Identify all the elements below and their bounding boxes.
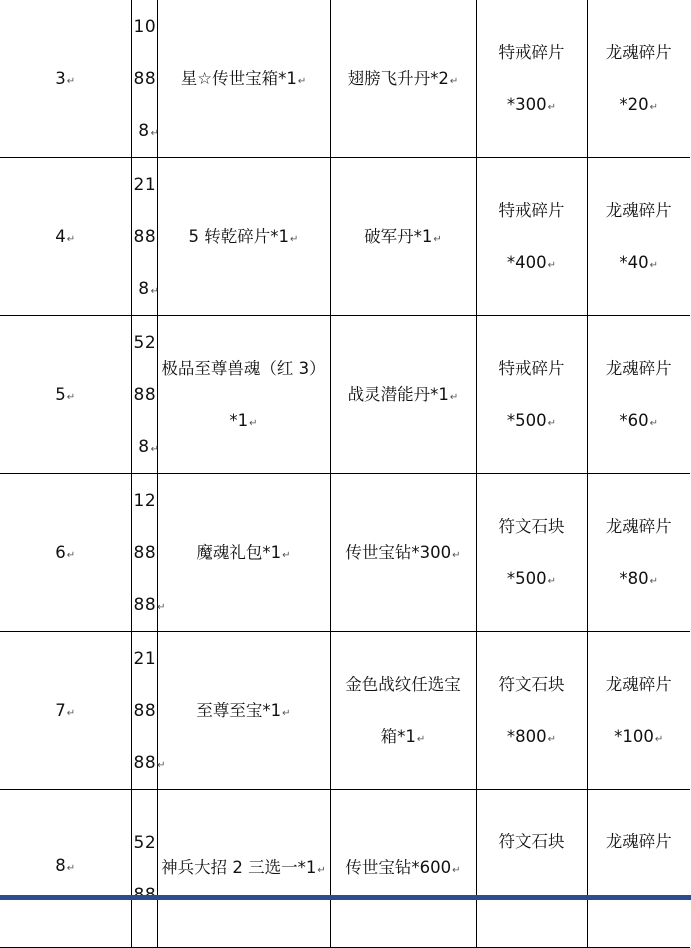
- reward2-text: 金色战纹任选宝: [345, 674, 461, 694]
- table-row: [0, 158, 690, 316]
- paragraph-mark: ↵: [452, 865, 461, 876]
- paragraph-mark: ↵: [654, 733, 664, 745]
- reward4-text: *60: [619, 410, 649, 430]
- reward1-cell: [157, 790, 330, 948]
- paragraph-mark: ↵: [649, 417, 659, 429]
- paragraph-mark: ↵: [547, 259, 557, 271]
- paragraph-mark: ↵: [290, 233, 299, 245]
- paragraph-mark: ↵: [547, 575, 557, 587]
- table-row: [0, 316, 690, 474]
- reward3-text: *400: [506, 252, 547, 272]
- row-index-cell: [0, 474, 131, 632]
- reward1-cell: [157, 632, 330, 790]
- reward3-text: 符文石块: [498, 674, 565, 694]
- reward4-cell: [587, 474, 690, 632]
- paragraph-mark: ↵: [157, 601, 167, 613]
- reward3-cell: [476, 474, 587, 632]
- price-digit: 52: [133, 832, 157, 853]
- paragraph-mark: ↵: [66, 708, 76, 719]
- reward1-cell: [157, 158, 330, 316]
- paragraph-mark: ↵: [66, 234, 76, 245]
- price-digit: 88: [133, 384, 157, 405]
- reward2-cell: [330, 316, 476, 474]
- paragraph-mark: ↵: [150, 127, 160, 139]
- window-bottom-border: [0, 895, 691, 900]
- reward4-text: 龙魂碎片: [605, 200, 672, 220]
- price-digit: 12: [133, 490, 157, 511]
- reward3-cell: [476, 790, 587, 948]
- reward4-text: 龙魂碎片: [605, 674, 672, 694]
- price-digit: 88: [133, 594, 157, 615]
- table-row: [0, 0, 690, 158]
- reward2-cell: [330, 158, 476, 316]
- price-cell: [131, 474, 167, 632]
- paragraph-mark: ↵: [433, 233, 442, 245]
- table-row: [0, 632, 690, 790]
- paragraph-mark: ↵: [452, 549, 461, 561]
- paragraph-mark: ↵: [547, 101, 557, 113]
- table-row: [0, 474, 690, 632]
- paragraph-mark: ↵: [449, 391, 459, 403]
- reward4-text: *100: [614, 726, 654, 746]
- reward3-text: *800: [506, 726, 547, 746]
- reward2-text: 传世宝钻*300: [345, 542, 452, 562]
- reward3-cell: [476, 0, 587, 158]
- paragraph-mark: ↵: [547, 417, 557, 429]
- row-index-cell: [0, 0, 131, 158]
- row-index: 7: [55, 701, 66, 720]
- reward4-text: 龙魂碎片: [605, 358, 672, 378]
- price-digit: 88: [133, 226, 157, 247]
- price-cell: [131, 632, 167, 790]
- reward2-cell: [330, 632, 476, 790]
- paragraph-mark: ↵: [150, 443, 160, 455]
- reward2-text: 破军丹*1: [364, 226, 433, 246]
- reward3-text: *500: [506, 410, 547, 430]
- row-index-cell: [0, 790, 131, 948]
- reward1-cell: [157, 0, 330, 158]
- paragraph-mark: ↵: [297, 75, 307, 87]
- price-digit: 88: [133, 700, 157, 721]
- reward4-cell: [587, 0, 690, 158]
- paragraph-mark: ↵: [547, 733, 557, 745]
- price-cell: [131, 316, 160, 474]
- reward2-text: 箱*1: [380, 726, 416, 746]
- reward1-text: 魔魂礼包*1: [196, 542, 282, 562]
- paragraph-mark: ↵: [282, 707, 291, 719]
- reward4-cell: [587, 632, 690, 790]
- reward1-text: 极品至尊兽魂（红 3）: [161, 358, 326, 378]
- reward4-cell: [587, 316, 690, 474]
- price-digit: 8: [138, 120, 150, 141]
- reward2-text: 翅膀飞升丹*2: [347, 68, 449, 88]
- reward4-text: *80: [619, 568, 649, 588]
- paragraph-mark: ↵: [66, 76, 76, 87]
- row-index-cell: [0, 158, 131, 316]
- reward1-cell: [157, 316, 330, 474]
- reward4-text: 龙魂碎片: [605, 516, 672, 536]
- reward4-text: *20: [619, 94, 649, 114]
- reward3-cell: [476, 158, 587, 316]
- reward2-text: 战灵潜能丹*1: [347, 384, 449, 404]
- table-row: [0, 790, 690, 948]
- row-index: 4: [55, 227, 66, 246]
- row-index-cell: [0, 316, 131, 474]
- price-digit: 8: [138, 278, 150, 299]
- paragraph-mark: ↵: [449, 75, 459, 87]
- price-digit: 88: [133, 542, 157, 563]
- row-index: 8: [55, 856, 66, 875]
- paragraph-mark: ↵: [249, 417, 258, 429]
- reward2-cell: [330, 0, 476, 158]
- reward2-cell: [330, 474, 476, 632]
- reward3-text: *300: [506, 94, 547, 114]
- paragraph-mark: ↵: [282, 549, 291, 561]
- row-index: 6: [55, 543, 66, 562]
- reward1-text: *1: [229, 410, 249, 430]
- paragraph-mark: ↵: [317, 865, 326, 876]
- reward4-cell: [587, 790, 690, 948]
- paragraph-mark: ↵: [66, 863, 76, 874]
- reward1-cell: [157, 474, 330, 632]
- price-cell: [131, 158, 160, 316]
- reward3-text: *500: [506, 568, 547, 588]
- price-digit: 21: [133, 174, 157, 195]
- paragraph-mark: ↵: [649, 101, 659, 113]
- reward3-text: 特戒碎片: [498, 42, 565, 62]
- reward2-cell: [330, 790, 476, 948]
- paragraph-mark: ↵: [416, 733, 426, 745]
- price-digit: 21: [133, 648, 157, 669]
- reward3-cell: [476, 316, 587, 474]
- reward3-text: 符文石块: [498, 832, 565, 851]
- reward1-text: 5 转乾碎片*1: [188, 226, 290, 246]
- paragraph-mark: ↵: [66, 392, 76, 403]
- reward1-text: 星☆传世宝箱*1: [180, 68, 297, 88]
- reward3-text: 符文石块: [498, 516, 565, 536]
- reward4-text: 龙魂碎片: [605, 832, 672, 851]
- paragraph-mark: ↵: [66, 550, 76, 561]
- price-digit: 10: [133, 16, 157, 37]
- paragraph-mark: ↵: [150, 285, 160, 297]
- reward3-text: 特戒碎片: [498, 200, 565, 220]
- reward1-text: 至尊至宝*1: [196, 700, 282, 720]
- paragraph-mark: ↵: [649, 259, 659, 271]
- reward2-text: 传世宝钻*600: [345, 858, 452, 877]
- price-digit: 8: [138, 436, 150, 457]
- paragraph-mark: ↵: [649, 575, 659, 587]
- reward4-text: *40: [619, 252, 649, 272]
- price-digit: 52: [133, 332, 157, 353]
- price-digit: 88: [133, 752, 157, 773]
- paragraph-mark: ↵: [157, 759, 167, 771]
- reward4-text: 龙魂碎片: [605, 42, 672, 62]
- reward3-text: 特戒碎片: [498, 358, 565, 378]
- row-index: 5: [55, 385, 66, 404]
- reward1-text: 神兵大招 2 三选一*1: [161, 858, 317, 877]
- reward3-cell: [476, 632, 587, 790]
- price-cell: [131, 0, 160, 158]
- row-index-cell: [0, 632, 131, 790]
- row-index: 3: [55, 69, 66, 88]
- reward4-cell: [587, 158, 690, 316]
- price-cell: [131, 790, 157, 948]
- price-digit: 88: [133, 68, 157, 89]
